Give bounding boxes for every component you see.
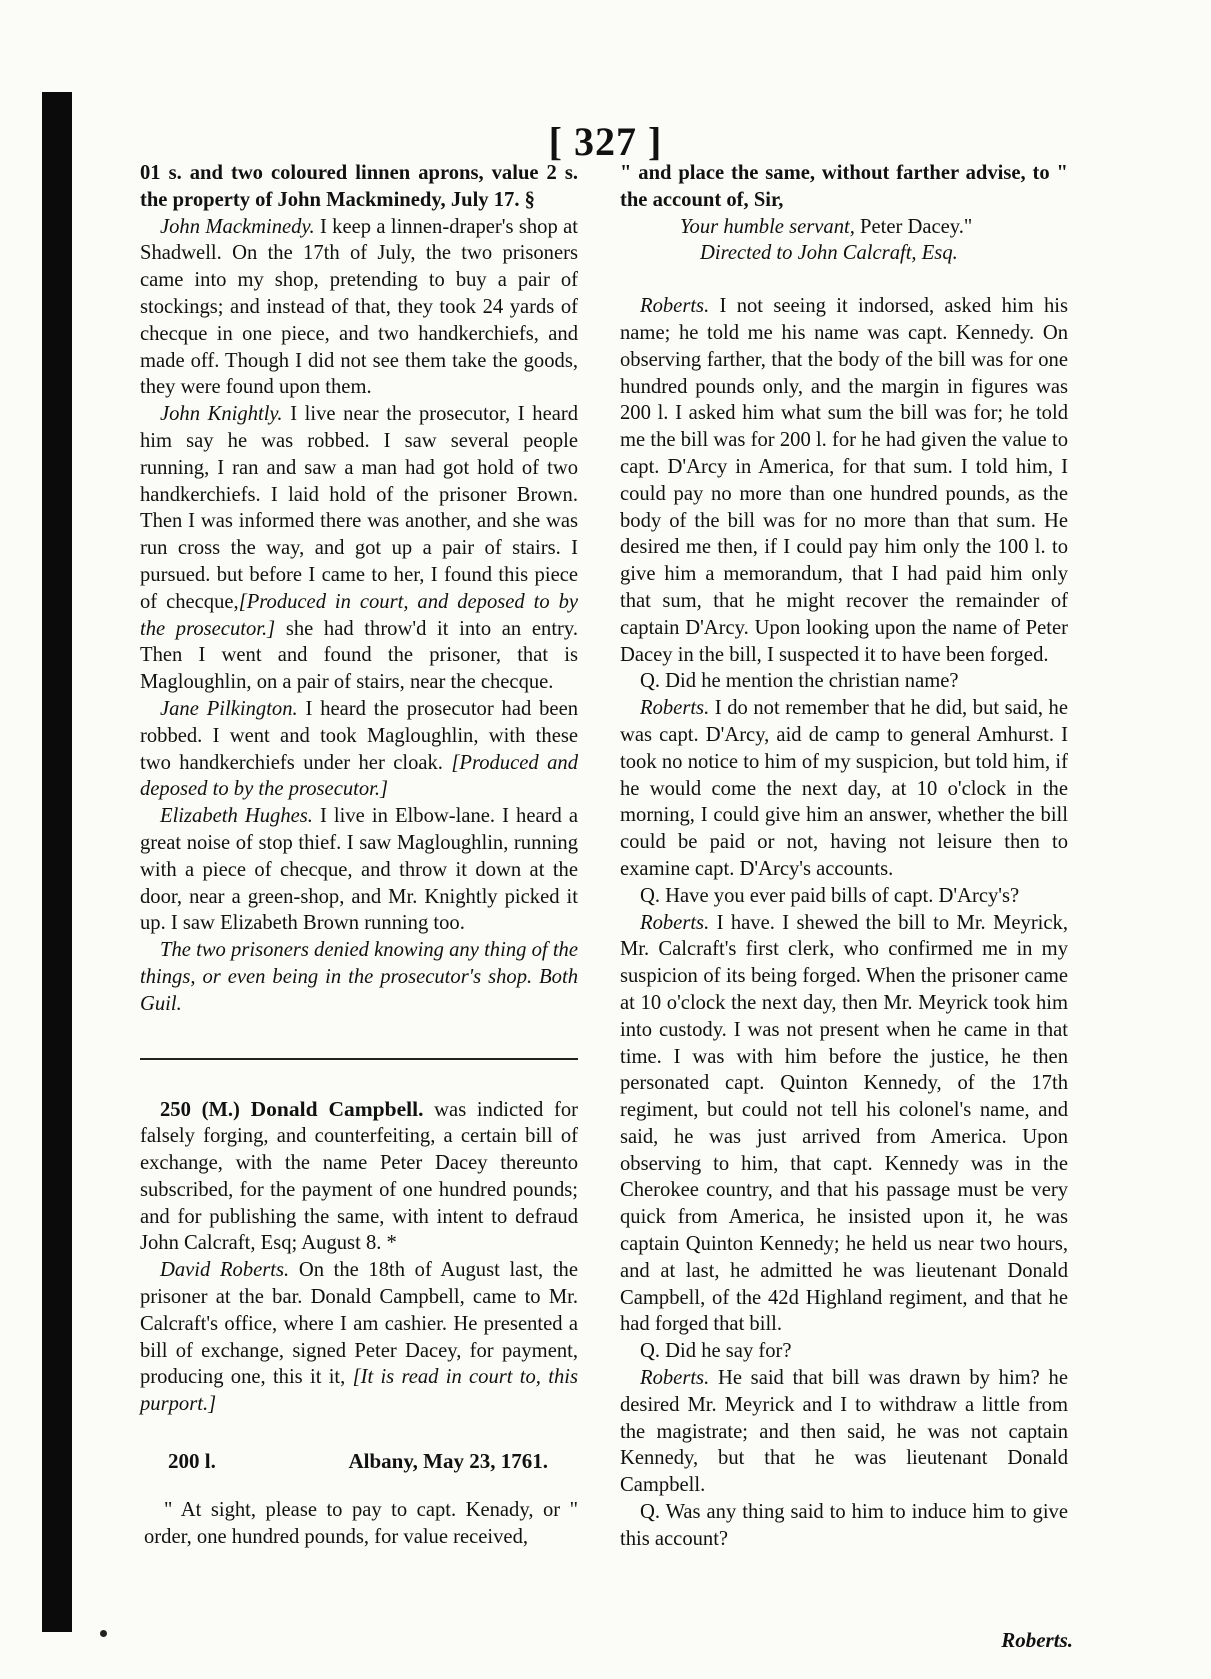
left-p1: 01 s. and two coloured linnen aprons, value 2 s. the property of John Mackminedy, July 17. § [140, 162, 578, 211]
testimony-text: On the 18th of August last, the prisoner at the bar. Donald Campbell, came to Mr. Calcraft's office, where I am cashier. He presented a bill of exchange, signed Peter Dacey, for payment, producing one, this it it, [140, 1259, 578, 1389]
left-column [140, 160, 578, 1550]
bill-text-continued: " and place the same, without farther advise, to " the account of, Sir, [620, 162, 1068, 211]
speaker-name: John Knightly. [160, 403, 283, 426]
catchword: Roberts. [1001, 1628, 1073, 1652]
speaker-name: John Mackminedy. [160, 215, 315, 238]
testimony-mackminedy [140, 214, 578, 402]
question: Q. Have you ever paid bills of capt. D'Arcy's? [640, 884, 1020, 907]
testimony-text: I live in Elbow-lane. I heard a great noise of stop thief. I saw Magloughlin, running with a piece of checque, and throw it down at the door, near a green-shop, and Mr. Knightly picked it up. I saw Elizabeth Brown running too. [140, 805, 578, 935]
section-divider [140, 1058, 578, 1060]
indictment-text: was indicted for falsely forging, and counterfeiting, a certain bill of exchange, with the name Peter Dacey thereunto subscribed, for the payment of one hundred pounds; and for publishing the same, with intent to defraud John Calcraft, Esq; August 8. * [140, 1098, 578, 1255]
speaker-name: Jane Pilkington. [160, 697, 298, 720]
page-number: [ 327 ] [548, 119, 663, 164]
speaker-name: David Roberts. [160, 1259, 290, 1282]
right-column [620, 160, 1068, 1553]
question: Q. Was any thing said to him to induce him to give this account? [620, 1501, 1068, 1550]
bill-place-date: Albany, May 23, 1761. [348, 1449, 548, 1474]
speaker-name: Roberts. [640, 697, 710, 720]
testimony-text: I heard the prosecutor had been robbed. I went and took Magloughlin, with these two handkerchiefs under her cloak. [140, 697, 579, 774]
testimony-text: I live near the prosecutor, I heard him say he was robbed. I saw several people running, I ran and saw a man had got hold of two handkerchiefs. I laid hold of the prisoner Brown. Then I was informed there was another, and she was run cross the way, and got up a pair of stairs. I pursued. but before I came to her, I found this piece of checque, [140, 403, 578, 613]
testimony-roberts [620, 695, 1068, 883]
speaker-name: Roberts. [640, 295, 710, 318]
testimony-roberts [620, 1365, 1068, 1499]
verdict-note: The two prisoners denied knowing any thing of the things, or even being in the prosecutor's shop. Both Guil. [140, 939, 578, 1015]
testimony-pilkington [140, 696, 578, 803]
speaker-name: Roberts. [640, 911, 710, 934]
question: Q. Did he mention the christian name? [640, 670, 959, 693]
page-mark [100, 1630, 107, 1637]
court-note: [It is read in court to, this purport.] [140, 1366, 578, 1416]
testimony-text: I not seeing it indorsed, asked him his name; he told me his name was capt. Kennedy. On observing farther, that the body of the bill was for one hundred pounds only, and the margin in figures was 200 l. I asked him what sum the bill was for; he told me the bill was for 200 l. for he had given the value to capt. D'Arcy in America, for that sum. I told him, I could pay no more than one hundred pounds, as the body of the bill was for no more than that sum. He desired me then, if I could pay him only the 100 l. to give him a memorandum, that I had paid him only that sum, that he might recover the remainder of captain D'Arcy. Upon looking upon the name of Peter Dacey in the bill, I suspected it to have been forged. [620, 295, 1068, 666]
bill-directed: Directed to John Calcraft, Esq. [700, 242, 958, 265]
speaker-name: Roberts. [640, 1367, 710, 1390]
question: Q. Did he say for? [640, 1340, 792, 1363]
bill-text: " At sight, please to pay to capt. Kenady, or " order, one hundred pounds, for value received, [144, 1498, 578, 1548]
case-number: 250 (M.) [160, 1098, 240, 1121]
bill-header [140, 1448, 578, 1475]
defendant-name: Donald Campbell. [250, 1096, 424, 1121]
testimony-knightly [140, 401, 578, 696]
court-note: [Produced in court, and deposed to by the prosecutor.] [140, 590, 579, 640]
testimony-text: I keep a linnen-draper's shop at Shadwell. On the 17th of July, the two prisoners came into my shop, pretending to buy a pair of stockings; and instead of that, they took 24 yards of checque in one piece, and two handkerchiefs, and made off. Though I did not see them take the goods, they were found upon them. [140, 215, 578, 399]
testimony-roberts [620, 293, 1068, 668]
court-note: [Produced and deposed to by the prosecutor.] [140, 751, 578, 801]
testimony-text: I do not remember that he did, but said, he was capt. D'Arcy, aid de camp to general Amhurst. I took no notice to him of my suspicion, but told him, if he would come the next day, at 10 o'clock in the morning, I could give him an answer, whether the bill could be paid or not, having not leisure then to examine capt. D'Arcy's accounts. [620, 697, 1068, 880]
bill-signoff [680, 214, 1068, 241]
testimony-roberts [140, 1257, 578, 1418]
binding-shadow [42, 92, 72, 1632]
testimony-hughes [140, 803, 578, 937]
testimony-text: I have. I shewed the bill to Mr. Meyrick, Mr. Calcraft's first clerk, who confirmed me in my suspicion of its being forged. When the prisoner came at 10 o'clock the next day, then Mr. Meyrick took him into custody. I was not present when he came in that time. I was with him before the justice, he then personated capt. Quinton Kennedy, of the 17th regiment, but could not tell his colonel's name, and said, he was just arrived from America. Upon observing to him, that capt. Kennedy was in the Cherokee country, and that his passage must be very quick from America, he insisted upon it, he was captain Quinton Kennedy; he held us near two hours, and at last, he admitted he was lieutenant Donald Campbell, of the 42d Highland regiment, and that he had forged that bill. [620, 911, 1068, 1336]
speaker-name: Elizabeth Hughes. [160, 805, 313, 828]
signoff-lead: Your humble servant, [680, 215, 855, 238]
testimony-roberts [620, 910, 1068, 1339]
signoff-name: Peter Dacey." [854, 215, 973, 238]
bill-amount: 200 l. [168, 1449, 216, 1474]
testimony-text: she had throw'd it into an entry. Then I went and found the prisoner, that is Magloughlin, on a pair of stairs, near the checque. [140, 617, 579, 694]
indictment-campbell [140, 1096, 578, 1258]
testimony-text: He said that bill was drawn by him? he desired Mr. Meyrick and I to withdraw a little from the magistrate; and then said, he was not captain Kennedy, but that he was lieutenant Donald Campbell. [620, 1367, 1068, 1497]
